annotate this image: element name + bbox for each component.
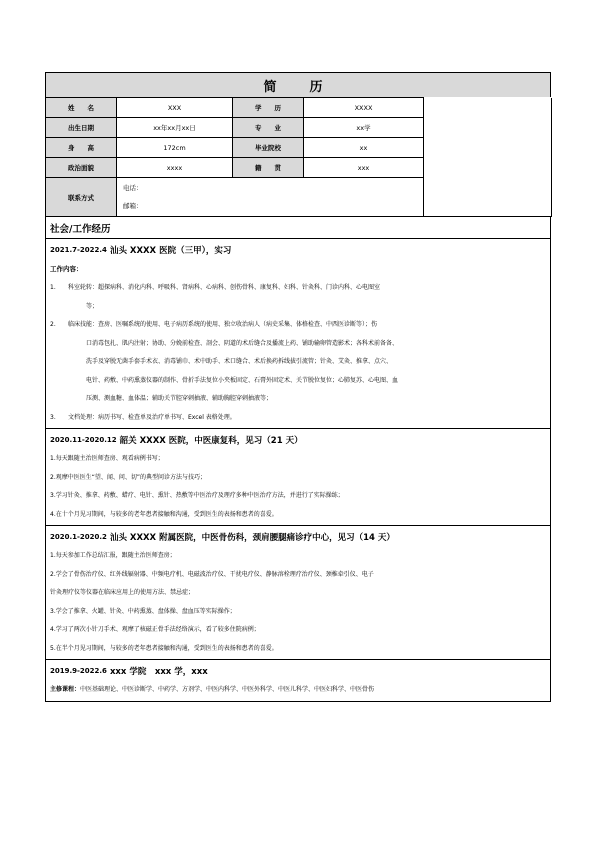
photo-area	[424, 98, 552, 217]
education-label: 学 历	[233, 98, 304, 118]
entry-organization: 韶关 XXXX 医院，中医康复科，见习（21 天）	[119, 435, 303, 446]
item-number: 1.	[50, 284, 56, 291]
courses-line	[50, 681, 546, 700]
phone-label: 电话：	[123, 184, 143, 192]
entry-line: 4.在十个月见习期间，与较多的老年患者接触和沟通，受到医生的表扬和患者的喜爱。	[50, 510, 278, 518]
item-line: 等；	[86, 302, 99, 310]
entry-line: 针灸理疗仪等仪器在临床应用上的使用方法、禁忌症；	[50, 589, 195, 596]
list-item	[50, 316, 546, 409]
entry-line: 2.观摩中医医生“望、闻、问、切”的典型问诊方法与技巧；	[50, 473, 206, 481]
major-label: 专 业	[233, 118, 304, 138]
item-line: 临床技能：查房、医嘱系统的使用、电子病历系统的使用、独立收治病人（病史采集、体格检查、中西医诊断等）；伤	[68, 321, 378, 328]
entry-line: 4.学习了两次小针刀手术、观摩了核磁正骨手法经络演示，看了较多住院病例；	[50, 626, 260, 633]
origin-value: xxx	[304, 158, 424, 178]
origin-label: 籍 贯	[233, 158, 304, 178]
contact-label: 联系方式	[46, 178, 117, 217]
section-title: 社会/工作经历	[45, 217, 551, 239]
entry-line: 5.在半个月见习期间，与较多的老年患者接触和沟通，受到医生的表扬和患者的喜爱。	[50, 644, 278, 652]
list-item	[50, 279, 546, 316]
experience-entry	[45, 429, 551, 526]
entry-line: 2.学会了骨伤治疗仪、红外线辐射器、中频电疗机、电磁波治疗仪、干扰电疗仪、静脉溶栓理疗治疗仪、颈椎牵引仪、电子	[50, 570, 374, 578]
item-line: 科室轮转：超探病科、消化内科、呼吸科、肾病科、心病科、创伤骨科、康复科、妇科、针灸科、门诊内科、心电图室	[68, 284, 381, 291]
item-line: 压测、测血糖、血体温；辅助关节腔穿刺抽液、辅助胸腔穿刺抽液等；	[86, 395, 273, 402]
entry-date: 2020.1-2020.2	[50, 532, 107, 541]
entry-heading	[50, 526, 546, 547]
education-value: XXXX	[304, 98, 424, 118]
entry-organization: 汕头 XXXX 附属医院，中医骨伤科，颈肩腰腿痛诊疗中心，见习（14 天）	[109, 532, 395, 543]
work-content-label: 工作内容：	[50, 265, 83, 273]
contact-value	[117, 178, 424, 217]
entry-date: 2019.9-2022.6	[50, 666, 107, 675]
entry-organization: xxx 学院 xxx 学，xxx	[109, 666, 208, 677]
name-value: XXX	[117, 98, 233, 118]
email-label: 邮箱：	[123, 202, 143, 210]
entry-date: 2021.7-2022.4	[50, 245, 107, 254]
entry-line: 3.学会了推拿、火罐、针灸、中药熏蒸、盘体操、盘血压等实际操作；	[50, 607, 236, 615]
politics-label: 政治面貌	[46, 158, 117, 178]
entry-line: 1.每天参加工作总结汇报，跟随主治医师查房；	[50, 552, 176, 559]
item-number: 3.	[50, 413, 56, 421]
school-label: 毕业院校	[233, 138, 304, 158]
entry-line: 1.每天跟随主治医师查房、观看病例书写；	[50, 455, 164, 462]
list-item	[50, 409, 546, 428]
entry-heading	[50, 429, 546, 450]
experience-entry	[45, 526, 551, 660]
education-entry	[45, 660, 551, 702]
school-value: xx	[304, 138, 424, 158]
entry-organization: 汕头 XXXX 医院（三甲），实习	[109, 245, 232, 256]
item-line: 电针、药敷、中药熏蒸仪器的制作、骨折手法复位小夹板固定、石膏外固定术、关节脱位复位；心肺复苏、心电图、血	[86, 376, 399, 384]
name-label: 姓 名	[46, 98, 117, 118]
height-label: 身 高	[46, 138, 117, 158]
item-line: 文档处理：病历书写、检查单及治疗单书写、Excel 表格处理。	[68, 413, 236, 421]
entry-date: 2020.11-2020.12	[50, 435, 117, 444]
entry-heading	[50, 660, 546, 681]
personal-info-table	[45, 97, 552, 217]
politics-value: xxxx	[117, 158, 233, 178]
item-line: 洗手及穿脱无菌手套手术衣、消毒铺巾、术中助手、术口缝合、术后换药拆线拔引流管；针灸、艾灸、推拿、点穴、	[86, 358, 393, 365]
major-value: xx学	[304, 118, 424, 138]
birth-value: xx年xx月xx日	[117, 118, 233, 138]
courses-value: 中医基础理论、中医诊断学、中药学、方剂学、中医内科学、中医外科学、中医儿科学、中医妇科学、中医骨伤	[80, 686, 375, 693]
resume-sheet	[45, 72, 551, 842]
experience-entry	[45, 239, 551, 429]
resume-title: 简 历	[45, 72, 551, 97]
birth-label: 出生日期	[46, 118, 117, 138]
entry-line: 3.学习针灸、推拿、药敷、蜡疗、电针、熏针、热敷等中医治疗及理疗多种中医治疗方法，并进行了实际操练；	[50, 492, 344, 499]
height-value: 172cm	[117, 138, 233, 158]
courses-label: 主修课程：	[50, 686, 81, 693]
item-line: 口消毒包扎、肌内注射；协助、分娩前检查、剖会、阴道的术后缝合及播流上药、铺助输卵管造影术；各科术前备备、	[86, 339, 399, 347]
entry-heading	[50, 239, 546, 260]
item-number: 2.	[50, 321, 56, 328]
